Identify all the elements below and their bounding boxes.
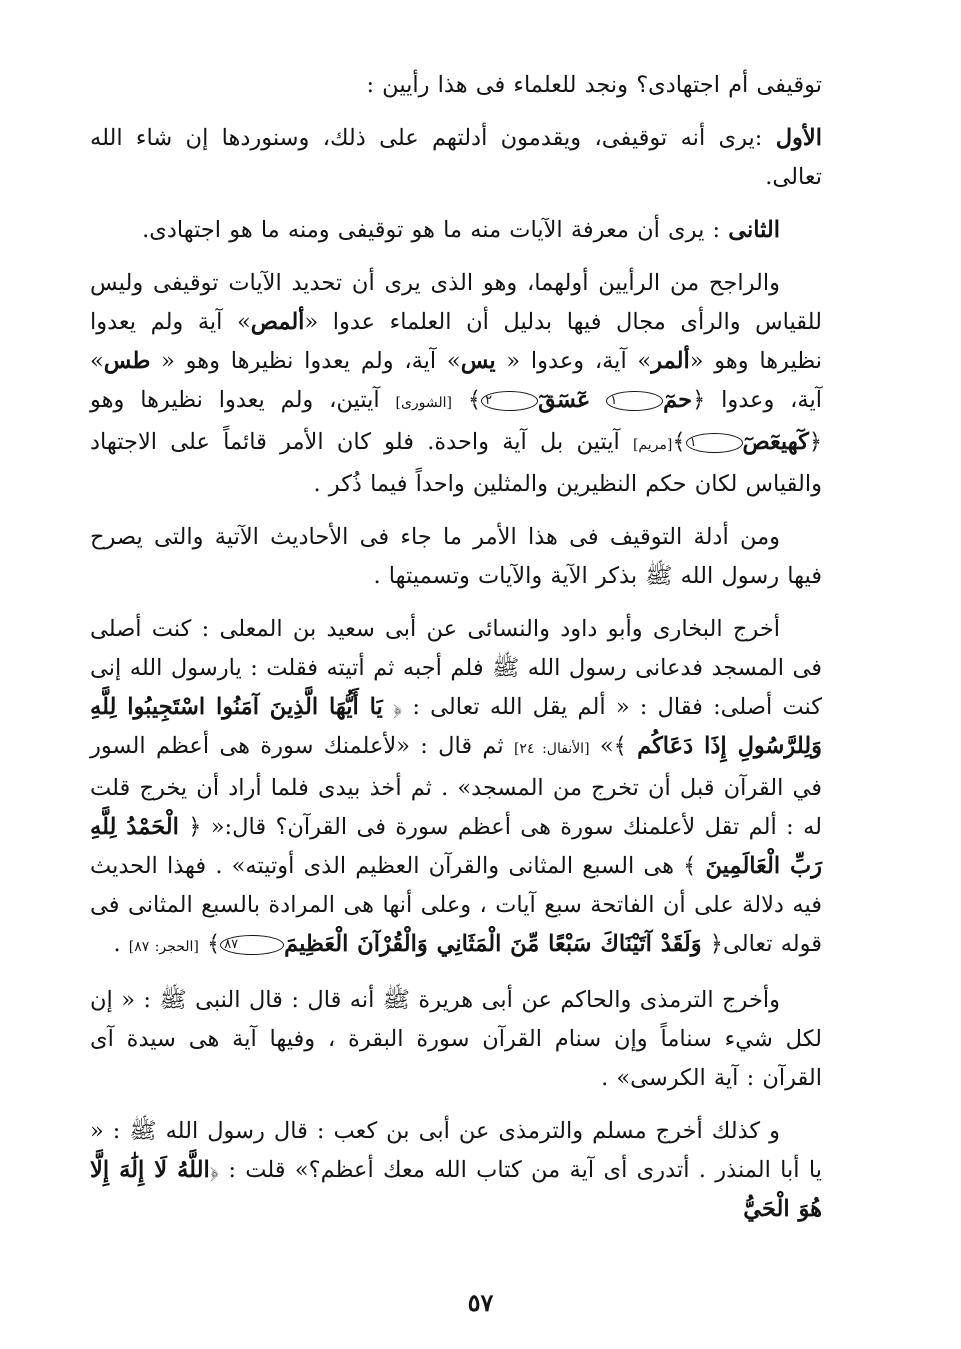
text-run: ﴾ [452,387,482,413]
text-run: » آية، وعدوا « [495,348,652,374]
text-run: . [113,931,129,957]
text-run: ﴾» [589,733,638,759]
text-run: توقيفى أم اجتهادى؟ ونجد للعلماء فى هذا رأيين : [366,72,822,98]
paragraph-first-opinion [90,119,822,197]
text-run: ﴾ هى السبع المثانى والقرآن العظيم الذى أوتيته» . فهذا الحديث فيه دلالة على أن الفاتحة سبع آيات ، وعلى أنها هى المرادة بالسبع المثانى فى قوله تعالى﴿ [90,853,822,957]
text-run: ثم قال : «لأعلمنك سورة هى أعظم السور في القرآن قبل أن تخرج من المسجد» . ثم أخذ بيدى فلما أراد أن يخرج قلت له : ألم تقل لأعلمنك سورة هى أعظم سورة فى القرآن؟ قال:« ﴿ [90,733,823,840]
paragraph-intro [90,66,822,105]
text-run: آيتين، ولم يعدوا نظيرها وهو ﴿ [90,387,822,455]
bold-term: يس [460,348,496,374]
verse-reference: [الحجر: ٨٧] [128,939,199,955]
quran-verse: حمٓ [663,387,693,413]
text-run [590,387,606,413]
text-run: ﴾ [672,429,686,455]
paragraph-preferred-opinion [90,264,822,504]
verse-number-marker: ١ [686,433,743,453]
text-run: أخرج البخارى وأبو داود والنسائى عن أبى سعيد بن المعلى : كنت أصلى فى المسجد فدعانى رسول الله ﷺ فلم أجبه ثم أتيته فقلت : يارسول الله إنى كنت أصلى: فقال : « ألم يقل الله تعالى : ﴿ [90,616,822,720]
bold-term: ألمص [250,309,305,335]
text-run: » آية، ولم يعدوا نظيرها وهو « [150,348,461,374]
quran-verse: كٓهيعٓصٓ [742,429,809,455]
text-run: : يرى أن معرفة الآيات منه ما هو توقيفى ومنه ما هو اجتهادى. [142,217,729,243]
paragraph-bukhari-hadith [90,610,822,967]
paragraph-evidence-intro [90,518,822,596]
text-run: » آية، وعدوا ﴿ [90,348,823,413]
quran-verse: يَا أَيُّهَا الَّذِينَ آمَنُوا اسْتَجِيبُوا لِلَّهِ وَلِلرَّسُولِ إِذَا دَعَاكُم [90,694,822,759]
verse-reference: [مريم] [632,437,673,453]
text-run: ﴾ [198,931,221,957]
quran-verse: اللَّهُ لَا إِلَٰهَ إِلَّا هُوَ الْحَيُّ [90,1157,822,1222]
text-run: » آية ولم يعدوا نظيرها وهو « [90,309,822,374]
text-run: آيتين بل آية واحدة. فلو كان الأمر قائماً على الاجتهاد والقياس لكان حكم النظيرين والمثلين واحداً فيما ذُكر . [90,429,822,497]
verse-number-marker: ١ [606,391,663,411]
verse-reference: [الشورى] [395,395,453,411]
verse-number-marker: ٢ [481,391,538,411]
text-run: ومن أدلة التوقيف فى هذا الأمر ما جاء فى الأحاديث الآتية والتى يصرح فيها رسول الله ﷺ بذكر الآية والآيات وتسميتها . [90,524,822,589]
verse-reference: [الأنفال: ٢٤] [513,741,590,757]
text-run: و كذلك أخرج مسلم والترمذى عن أبى بن كعب : قال رسول الله ﷺ : « يا أبا المنذر . أتدرى أى آية من كتاب الله معك أعظم؟» قلت : ﴿ [90,1118,822,1183]
text-run: :يرى أنه توقيفى، ويقدمون أدلتهم على ذلك، وسنوردها إن شاء الله تعالى. [90,125,822,190]
text-run: وأخرج الترمذى والحاكم عن أبى هريرة ﷺ أنه قال : قال النبى ﷺ : « إن لكل شيء سناماً وإن سنام القرآن سورة البقرة ، وفيها آية هى سيدة آى القرآن : آية الكرسى» . [90,987,822,1091]
text-run: والراجح من الرأيين أولهما، وهو الذى يرى أن تحديد الآيات توقيفى وليس للقياس والرأى مجال فيها بدليل أن العلماء عدوا « [90,270,822,335]
quran-verse: الْحَمْدُ لِلَّهِ رَبِّ الْعَالَمِينَ [90,814,823,879]
bold-term: الأول [775,125,822,151]
paragraph-muslim-hadith [90,1112,822,1229]
quran-verse: وَلَقَدْ آتَيْنَاكَ سَبْعًا مِّنَ الْمَثَانِي وَالْقُرْآنَ الْعَظِيمَ [284,931,702,957]
bold-term: ألمر [651,348,690,374]
page-number: ٥٧ [467,1288,494,1317]
paragraph-tirmidhi-hadith [90,981,822,1098]
quran-verse: عٓسٓقٓ [538,387,591,413]
bold-term: الثانى [728,217,780,243]
bold-term: طس [103,348,151,374]
page-body [90,66,822,1286]
verse-number-marker: ٨٧ [220,935,284,955]
paragraph-second-opinion [90,211,822,250]
